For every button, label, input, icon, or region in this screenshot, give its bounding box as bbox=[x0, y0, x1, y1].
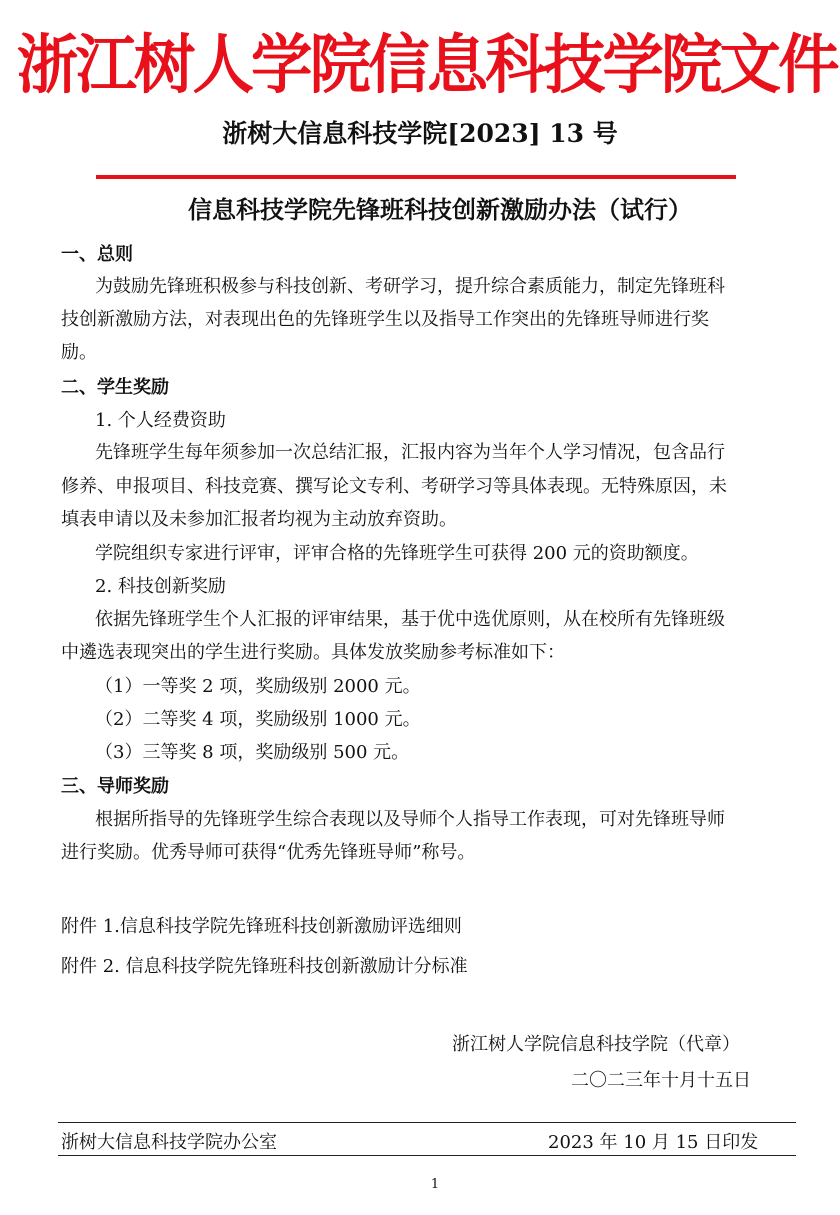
attachment-2: 附件 2. 信息科技学院先锋班科技创新激励计分标准 bbox=[61, 956, 468, 977]
red-divider-line bbox=[96, 175, 736, 179]
document-title: 信息科技学院先锋班科技创新激励办法（试行） bbox=[188, 196, 692, 224]
subheading-personal-funding: 1. 个人经费资助 bbox=[95, 410, 226, 431]
award-item-first: （1）一等奖 2 项，奖励级别 2000 元。 bbox=[95, 676, 421, 697]
page-number: 1 bbox=[430, 1177, 440, 1192]
masthead-title: 浙江树人学院信息科技学院文件 bbox=[16, 29, 837, 103]
document-number: 浙树大信息科技学院[2023] 13 号 bbox=[222, 119, 618, 148]
paragraph-line: 为鼓励先锋班积极参与科技创新、考研学习，提升综合素质能力，制定先锋班科 bbox=[95, 276, 725, 297]
paragraph-line: 依据先锋班学生个人汇报的评审结果，基于优中选优原则，从在校所有先锋班级 bbox=[95, 609, 725, 630]
signing-organization: 浙江树人学院信息科技学院（代章） bbox=[452, 1034, 740, 1055]
footer-bottom-rule bbox=[58, 1155, 796, 1156]
paragraph-line: 先锋班学生每年须参加一次总结汇报，汇报内容为当年个人学习情况，包含品行 bbox=[95, 442, 725, 463]
paragraph-line: 进行奖励。优秀导师可获得“优秀先锋班导师”称号。 bbox=[61, 842, 476, 863]
paragraph-line: 中遴选表现突出的学生进行奖励。具体发放奖励参考标准如下： bbox=[61, 642, 565, 663]
footer-office: 浙树大信息科技学院办公室 bbox=[61, 1132, 277, 1153]
paragraph-line: 修养、申报项目、科技竞赛、撰写论文专利、考研学习等具体表现。无特殊原因，未 bbox=[61, 476, 727, 497]
footer-print-date: 2023 年 10 月 15 日印发 bbox=[548, 1132, 759, 1153]
section-heading-mentor-awards: 三、导师奖励 bbox=[61, 776, 169, 797]
footer-top-rule bbox=[58, 1122, 796, 1123]
signing-date: 二〇二三年十月十五日 bbox=[571, 1070, 751, 1091]
attachment-1: 附件 1.信息科技学院先锋班科技创新激励评选细则 bbox=[61, 916, 462, 937]
paragraph-line: 填表申请以及未参加汇报者均视为主动放弃资助。 bbox=[61, 509, 457, 530]
paragraph-line: 技创新激励方法，对表现出色的先锋班学生以及指导工作突出的先锋班导师进行奖 bbox=[61, 309, 709, 330]
award-item-second: （2）二等奖 4 项，奖励级别 1000 元。 bbox=[95, 709, 421, 730]
section-heading-student-awards: 二、学生奖励 bbox=[61, 377, 169, 398]
paragraph-line: 励。 bbox=[61, 342, 97, 363]
paragraph-line: 学院组织专家进行评审，评审合格的先锋班学生可获得 200 元的资助额度。 bbox=[95, 543, 699, 564]
paragraph-line: 根据所指导的先锋班学生综合表现以及导师个人指导工作表现，可对先锋班导师 bbox=[95, 809, 725, 830]
section-heading-general: 一、总则 bbox=[61, 244, 133, 265]
award-item-third: （3）三等奖 8 项，奖励级别 500 元。 bbox=[95, 742, 410, 763]
subheading-innovation-awards: 2. 科技创新奖励 bbox=[95, 576, 226, 597]
